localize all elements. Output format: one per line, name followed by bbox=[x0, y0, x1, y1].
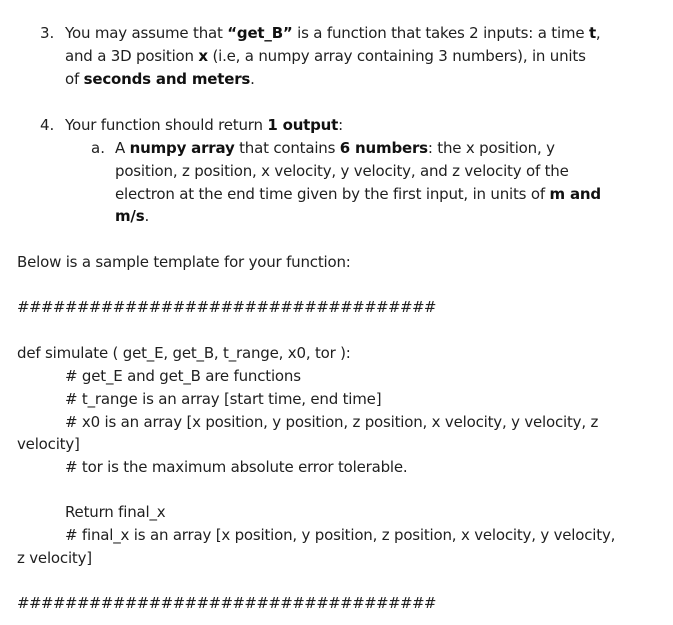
item4a-line2: position, z position, x velocity, y velocity, and z velocity of the bbox=[115, 162, 569, 180]
code-comment-1: # get_E and get_B are functions bbox=[65, 367, 301, 385]
item4-line1: Your function should return 1 output: bbox=[65, 116, 343, 134]
list-number-3: 3. bbox=[40, 24, 55, 42]
code-comment-5-wrap: z velocity] bbox=[17, 549, 92, 567]
item4a-line4: m/s. bbox=[115, 207, 150, 225]
code-comment-3: # x0 is an array [x position, y position, z position, x velocity, y velocity, z bbox=[65, 413, 599, 431]
hash-separator-top: ################################### bbox=[17, 298, 436, 316]
code-comment-2: # t_range is an array [start time, end time] bbox=[65, 390, 382, 408]
code-comment-3-wrap: velocity] bbox=[17, 435, 80, 453]
code-def-line: def simulate ( get_E, get_B, t_range, x0, tor ): bbox=[17, 344, 351, 362]
template-intro: Below is a sample template for your function: bbox=[17, 253, 351, 271]
item3-line2: and a 3D position x (i.e, a numpy array containing 3 numbers), in units bbox=[65, 47, 586, 65]
code-comment-5: # final_x is an array [x position, y position, z position, x velocity, y velocity, bbox=[65, 526, 616, 544]
item4a-line1: A numpy array that contains 6 numbers: the x position, y bbox=[115, 139, 555, 157]
code-comment-4: # tor is the maximum absolute error tolerable. bbox=[65, 458, 408, 476]
item3-line1: You may assume that “get_B” is a function that takes 2 inputs: a time t, bbox=[65, 24, 601, 42]
code-return-line: Return final_x bbox=[65, 503, 166, 521]
list-number-4: 4. bbox=[40, 116, 55, 134]
item3-line3: of seconds and meters. bbox=[65, 70, 255, 88]
sub-letter-a: a. bbox=[91, 139, 105, 157]
hash-separator-bottom: ################################### bbox=[17, 594, 436, 612]
item4a-line3: electron at the end time given by the first input, in units of m and bbox=[115, 185, 601, 203]
